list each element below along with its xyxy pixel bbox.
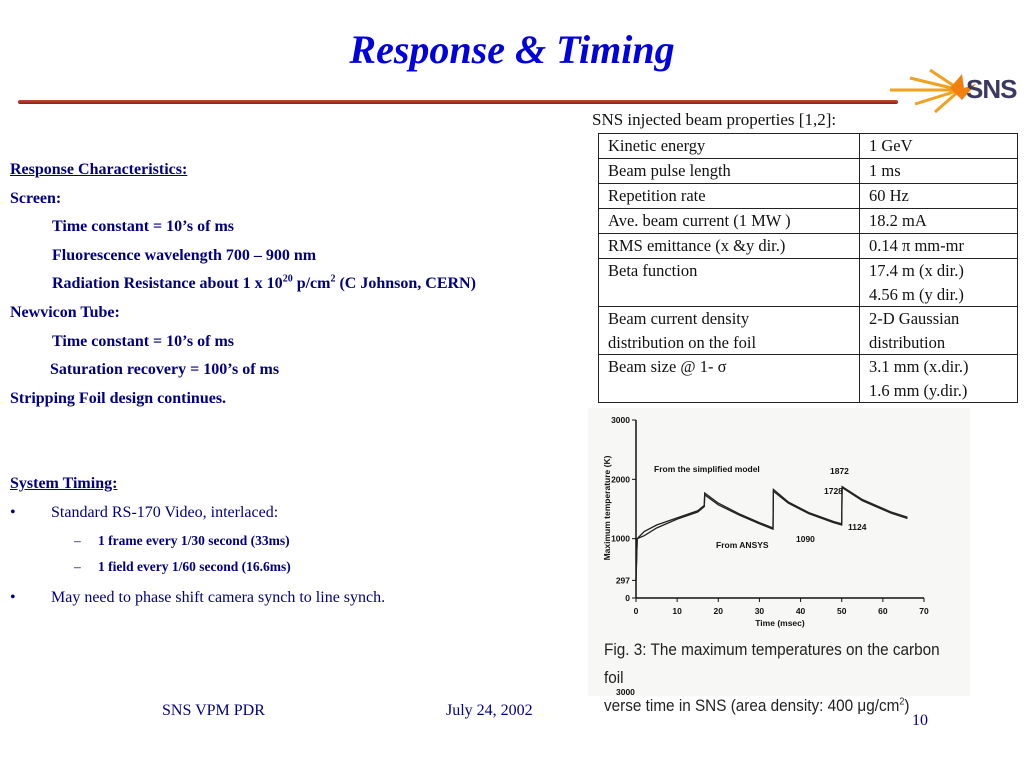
dash-icon: –: [74, 532, 81, 548]
x-tick-label: 20: [713, 606, 724, 616]
value-cell: 1 GeV: [860, 134, 1018, 159]
sub-bullet-field-text: 1 field every 1/60 second (16.6ms): [98, 558, 291, 574]
annotation-1728: 1728: [824, 486, 843, 496]
bullet-rs170: [10, 499, 590, 528]
param-cell: Beta function: [599, 259, 860, 307]
title-divider: [18, 100, 898, 104]
x-tick-label: 40: [795, 606, 806, 616]
x-tick-label: 70: [919, 606, 929, 616]
table-row: [599, 209, 1018, 234]
y-tick-label: 2000: [611, 474, 630, 485]
y-tick-label: 297: [615, 575, 630, 586]
table-row: [599, 159, 1018, 184]
left-column: [10, 156, 590, 612]
table-row: [599, 355, 1018, 403]
table-row: [599, 134, 1018, 159]
annotation-simplified: From the simplified model: [654, 464, 760, 474]
value-cell: 60 Hz: [860, 184, 1018, 209]
rad-exponent: 20: [282, 274, 293, 286]
param-cell: Beam size @ 1- σ: [599, 355, 860, 403]
rad-exponent-2: 2: [330, 274, 336, 286]
bullet-phase-shift: [10, 584, 590, 613]
sub-bullet-frame: [10, 528, 590, 554]
caption-text-end: ): [904, 696, 910, 715]
value-line: 4.56 m (y dir.): [869, 284, 964, 304]
slide-title: Response & Timing: [349, 27, 675, 72]
table-row: [599, 184, 1018, 209]
param-cell: [599, 307, 860, 355]
annotation-ansys: From ANSYS: [716, 540, 769, 550]
screen-fluorescence: Fluorescence wavelength 700 – 900 nm: [52, 246, 317, 264]
table-row: [599, 259, 1018, 307]
y-tick-label: 1000: [611, 533, 630, 544]
radiation-resistance: [10, 270, 590, 299]
response-heading: Response Characteristics:: [10, 161, 188, 178]
stripping-foil-note: Stripping Foil design continues.: [10, 389, 227, 407]
table-row: [599, 234, 1018, 259]
value-line: 2-D Gaussian: [869, 309, 960, 328]
x-tick-label: 0: [633, 606, 639, 616]
newvicon-heading: Newvicon Tube:: [10, 303, 120, 321]
timing-heading: System Timing:: [10, 475, 118, 493]
logo-text: SNS: [966, 74, 1017, 104]
sub-bullet-frame-text: 1 frame every 1/30 second (33ms): [98, 532, 290, 548]
bullet-phase-shift-text: May need to phase shift camera synch to line synch.: [51, 588, 386, 606]
sub-bullet-field: [10, 554, 590, 580]
annotation-1090: 1090: [796, 534, 815, 544]
y-tick-label: 3000: [611, 415, 630, 425]
x-axis-label: Time (msec): [755, 618, 805, 628]
param-line: distribution on the foil: [608, 332, 757, 352]
value-line: 1.6 mm (y.dir.): [869, 380, 968, 400]
rad-text-2: p/cm: [292, 275, 331, 293]
value-line: 3.1 mm (x.dir.): [869, 357, 969, 376]
annotation-1124: 1124: [848, 522, 867, 532]
stray-axis-label: 3000: [616, 687, 635, 696]
figure-caption-line2: [604, 692, 946, 720]
y-axis-label: Maximum temperature (K): [602, 455, 612, 561]
spacer: [10, 413, 590, 470]
caption-text: verse time in SNS (area density: 400 μg/cm: [604, 696, 900, 715]
bullet-icon: •: [10, 588, 16, 606]
value-cell: [860, 307, 1018, 355]
value-cell: [860, 259, 1018, 307]
newvicon-saturation: Saturation recovery = 100’s of ms: [50, 361, 280, 379]
newvicon-time-constant: Time constant = 10’s of ms: [52, 332, 234, 350]
value-cell: 1 ms: [860, 159, 1018, 184]
x-tick-label: 30: [754, 606, 765, 616]
param-cell: Ave. beam current (1 MW ): [599, 209, 860, 234]
param-cell: Kinetic energy: [599, 134, 860, 159]
figure-caption: [604, 636, 946, 720]
rad-text-3: (C Johnson, CERN): [335, 275, 476, 293]
param-cell: Beam pulse length: [599, 159, 860, 184]
figure-caption-line1: Fig. 3: The maximum temperatures on the carbon foil: [604, 640, 940, 687]
table-row: [599, 307, 1018, 355]
bullet-rs170-text: Standard RS-170 Video, interlaced:: [51, 503, 279, 521]
screen-time-constant: Time constant = 10’s of ms: [52, 218, 234, 236]
annotation-1872: 1872: [830, 466, 849, 476]
screen-heading: Screen:: [10, 189, 62, 207]
value-cell: 18.2 mA: [860, 209, 1018, 234]
footer-left: SNS VPM PDR: [162, 702, 265, 719]
rad-text-1: Radiation Resistance about 1 x 10: [52, 275, 283, 293]
dash-icon: –: [74, 558, 81, 574]
param-cell: RMS emittance (x &y dir.): [599, 234, 860, 259]
bullet-icon: •: [10, 503, 16, 521]
param-cell: Repetition rate: [599, 184, 860, 209]
x-tick-label: 50: [836, 606, 847, 616]
x-tick-label: 10: [672, 606, 682, 616]
caption-exponent: 2: [899, 696, 905, 708]
table-caption: SNS injected beam properties [1,2]:: [592, 110, 837, 129]
value-line: 17.4 m (x dir.): [869, 261, 964, 280]
value-line: distribution: [869, 332, 946, 352]
param-line: Beam current density: [608, 309, 750, 328]
value-cell: [860, 355, 1018, 403]
footer-date: July 24, 2002: [446, 702, 533, 719]
page-number: 10: [912, 712, 928, 729]
beam-properties-table: [598, 133, 1018, 403]
series-line-2: [636, 487, 908, 581]
y-tick-label: 0: [625, 593, 630, 603]
x-tick-label: 60: [878, 606, 888, 616]
value-cell: 0.14 π mm-mr: [860, 234, 1018, 259]
